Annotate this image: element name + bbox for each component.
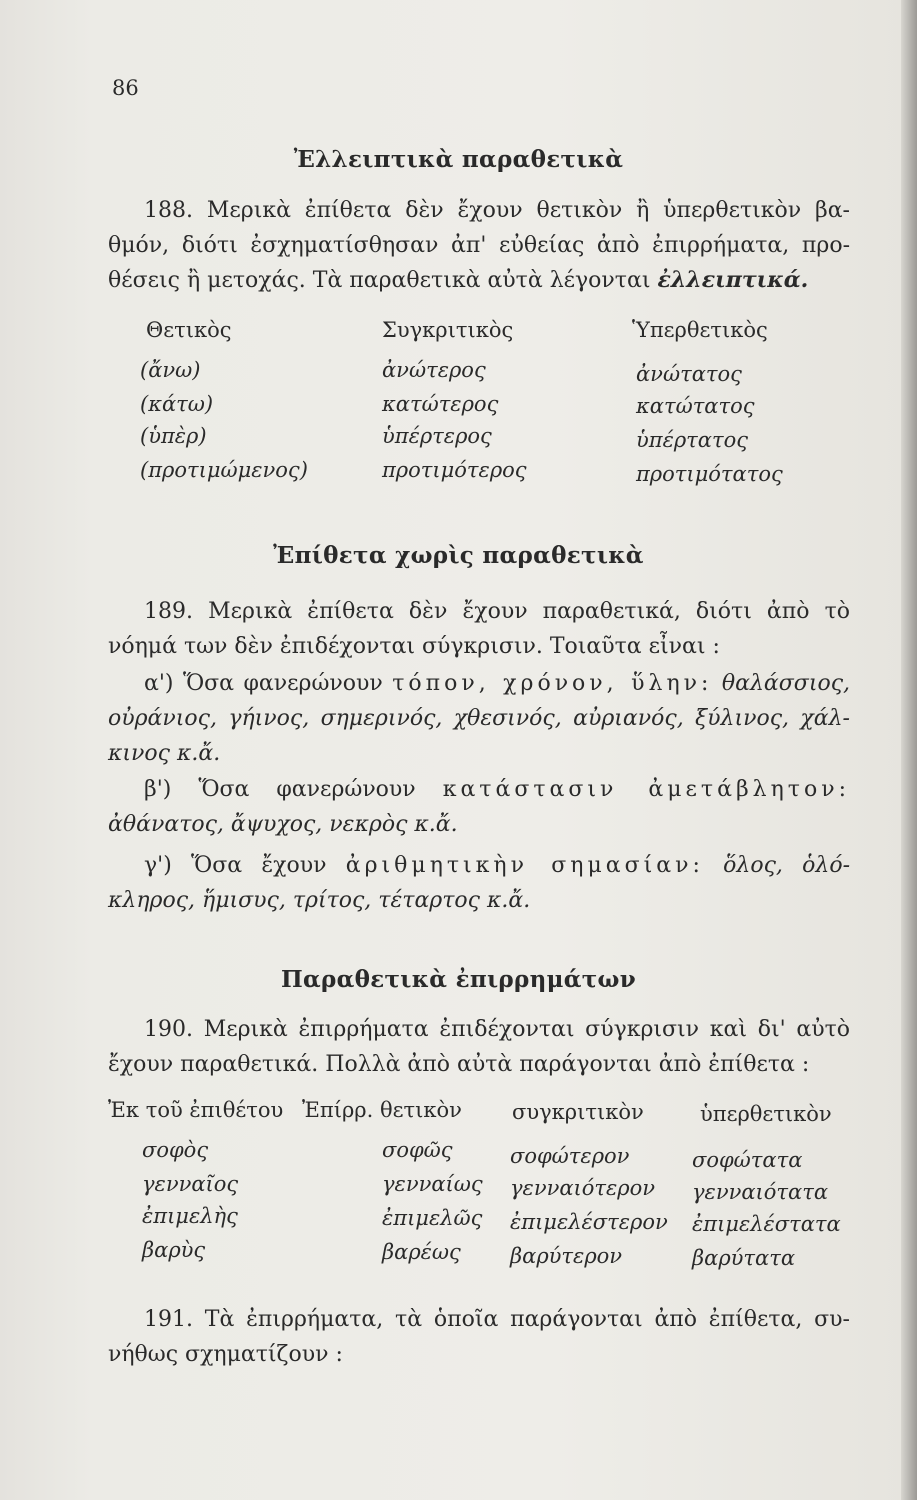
table2-header-comparative: συγκριτικὸν <box>512 1100 644 1124</box>
table2-cell: γενναιότερον <box>510 1176 656 1200</box>
item-label: γ') Ὅσα ἔχουν <box>144 853 327 878</box>
table2-cell: ἐπιμελὴς <box>142 1204 238 1228</box>
table2-cell: βαρύτατα <box>692 1246 796 1270</box>
table2-cell: σοφώτατα <box>692 1148 803 1172</box>
table1-cell: ὑπέρτατος <box>636 428 749 452</box>
spaced-emphasis: τόπον, χρόνον, ὕλην: <box>392 671 713 696</box>
paragraph-text: Μερικὰ ἐπίθετα δὲν ἔχουν θετικὸν ἢ ὑπερθετικὸν βα- <box>206 198 850 223</box>
paragraph-text: θέσεις ἢ μετοχάς. Τὰ παραθετικὰ αὐτὰ λέγονται <box>108 268 651 293</box>
list-item-c <box>108 848 850 918</box>
paragraph-191 <box>108 1302 850 1372</box>
table1-cell: ἀνώτερος <box>382 358 486 382</box>
item-a-line-1 <box>108 666 850 701</box>
table2-cell: γενναίως <box>382 1172 483 1196</box>
table2-cell: σοφώτερον <box>510 1144 630 1168</box>
table1-header-superlative: Ὑπερθετικὸς <box>632 318 768 342</box>
table1-cell: (κάτω) <box>140 392 214 416</box>
paragraph-189-line-1 <box>108 594 850 629</box>
list-item-a <box>108 666 850 771</box>
section-heading-no-comparison: Ἐπίθετα χωρὶς παραθετικὰ <box>273 542 644 569</box>
item-c-line-2: κληρος, ἥμισυς, τρίτος, τέταρτος κ.ἄ. <box>108 888 531 913</box>
table1-cell: κατώτατος <box>636 394 755 418</box>
spaced-emphasis: ἀριθμητικὴν σημασίαν: <box>345 853 704 878</box>
paragraph-number: 190. <box>144 1017 193 1042</box>
item-c-line-1 <box>108 848 850 883</box>
table2-header-adverb-positive: Ἐπίρρ. θετικὸν <box>302 1098 462 1122</box>
item-a-line-3: κινος κ.ἄ. <box>108 741 221 766</box>
table1-cell: προτιμότατος <box>636 462 783 486</box>
spaced-emphasis: κατάστασιν ἀμετάβλητον: <box>442 777 850 802</box>
table1-cell: ἀνώτατος <box>636 362 742 386</box>
table2-cell: βαρέως <box>382 1240 461 1264</box>
table2-cell: γενναιότατα <box>692 1180 829 1204</box>
paragraph-number: 189. <box>144 599 193 624</box>
paragraph-188-line-1 <box>108 193 850 228</box>
section-heading-adverb-comparison: Παραθετικὰ ἐπιρρημάτων <box>280 966 636 993</box>
paragraph-190 <box>108 1012 850 1082</box>
table1-header-positive: Θετικὸς <box>146 318 232 342</box>
paragraph-number: 191. <box>144 1307 193 1332</box>
paragraph-text: Μερικὰ ἐπιρρήματα ἐπιδέχονται σύγκρισιν καὶ δι' αὐτὸ <box>203 1017 850 1042</box>
table2-cell: σοφῶς <box>382 1138 453 1162</box>
table1-cell: (προτιμώμενος) <box>140 458 308 482</box>
table1-cell: κατώτερος <box>382 392 499 416</box>
paragraph-190-line-1 <box>108 1012 850 1047</box>
table2-cell: σοφὸς <box>142 1138 209 1162</box>
paragraph-189 <box>108 594 850 664</box>
item-b-line-2: ἀθάνατος, ἄψυχος, νεκρὸς κ.ἄ. <box>108 812 458 837</box>
paragraph-191-line-1 <box>108 1302 850 1337</box>
table2-cell: ἐπιμελῶς <box>382 1206 483 1230</box>
item-label: β') Ὅσα φανερώνουν <box>144 777 416 802</box>
paragraph-188-line-2: θμόν, διότι ἐσχηματίσθησαν ἀπ' εὐθείας ἀπὸ ἐπιρρήματα, προ- <box>108 233 850 258</box>
table2-cell: ἐπιμελέστατα <box>692 1212 841 1236</box>
example-word: ὅλος, ὁλό- <box>723 853 851 878</box>
paragraph-text: Τὰ ἐπιρρήματα, τὰ ὁποῖα παράγονται ἀπὸ ἐπίθετα, συ- <box>204 1307 850 1332</box>
table2-cell: βαρύτερον <box>510 1244 623 1268</box>
table2-header-adjective: Ἐκ τοῦ ἐπιθέτου <box>108 1098 284 1122</box>
term-elliptic: ἐλλειπτικά. <box>657 267 809 293</box>
table2-cell: γενναῖος <box>142 1172 239 1196</box>
table1-cell: προτιμότερος <box>382 458 527 482</box>
page-number: 86 <box>112 76 139 100</box>
paragraph-number: 188. <box>144 198 193 223</box>
table1-cell: (ὑπὲρ) <box>140 424 207 448</box>
paragraph-188-line-3 <box>108 263 850 298</box>
table2-cell: ἐπιμελέστερον <box>510 1210 668 1234</box>
paragraph-188 <box>108 193 850 298</box>
paragraph-190-line-2: ἔχουν παραθετικά. Πολλὰ ἀπὸ αὐτὰ παράγονται ἀπὸ ἐπίθετα : <box>108 1052 810 1077</box>
section-heading-elliptic: Ἐλλειπτικὰ παραθετικὰ <box>293 146 624 173</box>
paragraph-191-line-2: νήθως σχηματίζουν : <box>108 1342 343 1367</box>
page-edge-shadow <box>901 0 917 1500</box>
paragraph-189-line-2: νόημά των δὲν ἐπιδέχονται σύγκρισιν. Τοιαῦτα εἶναι : <box>108 634 720 659</box>
item-a-line-2: οὐράνιος, γήινος, σημερινός, χθεσινός, αὐριανός, ξύλινος, χάλ- <box>108 706 850 731</box>
table2-cell: βαρὺς <box>142 1238 206 1262</box>
table1-cell: ὑπέρτερος <box>382 424 492 448</box>
paragraph-text: Μερικὰ ἐπίθετα δὲν ἔχουν παραθετικά, διότι ἀπὸ τὸ <box>208 599 850 624</box>
table1-cell: (ἄνω) <box>140 358 201 382</box>
table1-header-comparative: Συγκριτικὸς <box>382 318 514 342</box>
item-label: α') Ὅσα φανερώνουν <box>144 671 383 696</box>
example-word: θαλάσσιος, <box>721 671 851 696</box>
list-item-b <box>108 772 850 842</box>
table2-header-superlative: ὑπερθετικὸν <box>700 1102 832 1126</box>
item-b-line-1 <box>108 772 850 807</box>
